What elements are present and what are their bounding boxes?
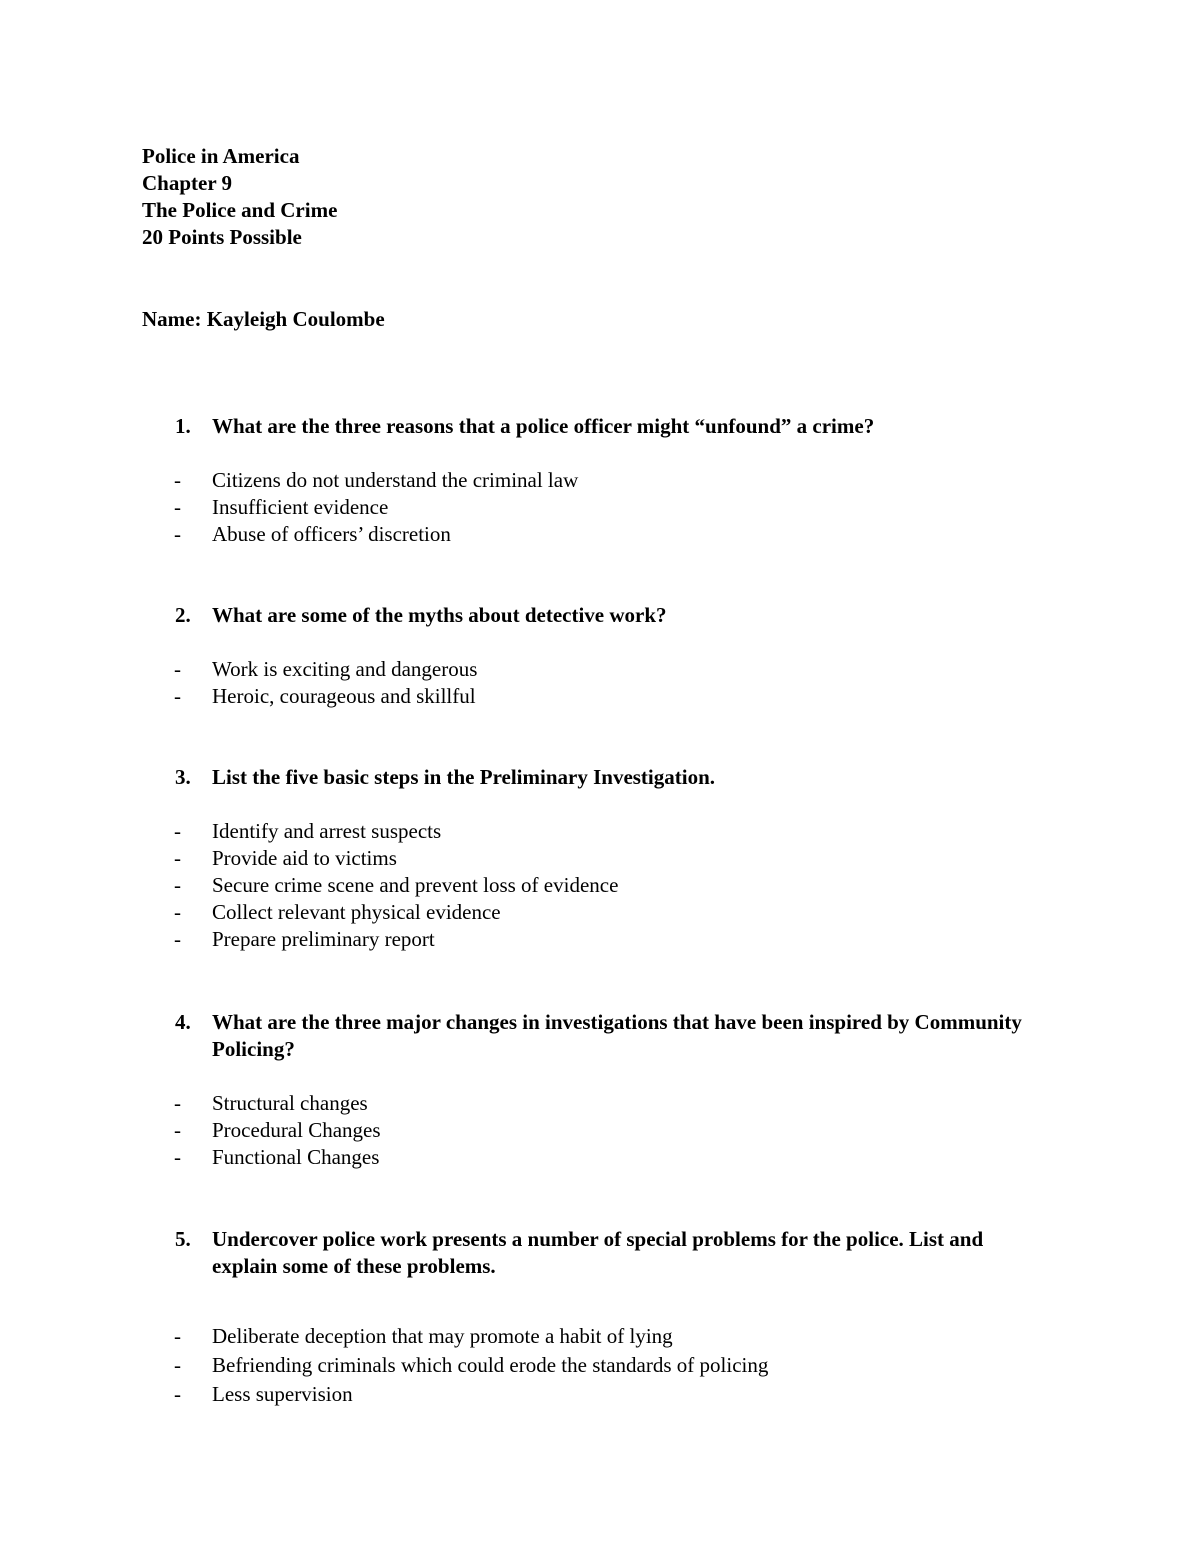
list-item	[142, 1380, 1042, 1409]
answer-text: Provide aid to victims	[212, 846, 397, 870]
chapter-label: Chapter 9	[142, 171, 233, 195]
list-item	[142, 467, 1042, 494]
question-text: What are some of the myths about detective work?	[212, 603, 667, 627]
answer-text: Collect relevant physical evidence	[212, 900, 501, 924]
answer-list	[142, 1322, 1042, 1409]
bullet-dash: -	[174, 1091, 181, 1115]
list-item	[142, 683, 1042, 710]
answer-text: Citizens do not understand the criminal law	[212, 468, 579, 492]
list-item	[142, 818, 1042, 845]
answer-text: Identify and arrest suspects	[212, 819, 442, 843]
bullet-dash: -	[174, 1324, 181, 1348]
question-number: 3.	[175, 765, 191, 789]
bullet-dash: -	[174, 1382, 181, 1406]
list-item	[142, 1351, 1042, 1380]
question-heading	[142, 602, 1042, 629]
bullet-dash: -	[174, 468, 181, 492]
document-header	[142, 143, 337, 251]
question-text: What are the three major changes in investigations that have been inspired by Community Policing?	[212, 1010, 1022, 1061]
student-name: Name: Kayleigh Coulombe	[142, 307, 385, 331]
answer-list	[142, 818, 1042, 953]
list-item	[142, 1090, 1042, 1117]
question-4	[142, 1009, 1042, 1171]
answer-text: Insufficient evidence	[212, 495, 389, 519]
answer-text: Secure crime scene and prevent loss of evidence	[212, 873, 619, 897]
question-heading	[142, 1009, 1042, 1063]
list-item	[142, 656, 1042, 683]
bullet-dash: -	[174, 657, 181, 681]
answer-text: Work is exciting and dangerous	[212, 657, 478, 681]
list-item	[142, 494, 1042, 521]
course-title: Police in America	[142, 144, 300, 168]
bullet-dash: -	[174, 819, 181, 843]
question-text: List the five basic steps in the Preliminary Investigation.	[212, 765, 716, 789]
question-number: 4.	[175, 1010, 191, 1034]
answer-list	[142, 467, 1042, 548]
bullet-dash: -	[174, 873, 181, 897]
chapter-title: The Police and Crime	[142, 198, 338, 222]
bullet-dash: -	[174, 1118, 181, 1142]
answer-text: Heroic, courageous and skillful	[212, 684, 476, 708]
list-item	[142, 1144, 1042, 1171]
question-5	[142, 1226, 1042, 1409]
answer-text: Less supervision	[212, 1382, 353, 1406]
bullet-dash: -	[174, 927, 181, 951]
question-heading	[142, 413, 1042, 440]
answer-text: Procedural Changes	[212, 1118, 381, 1142]
bullet-dash: -	[174, 900, 181, 924]
answer-list	[142, 1090, 1042, 1171]
answer-text: Befriending criminals which could erode the standards of policing	[212, 1353, 769, 1377]
answer-text: Deliberate deception that may promote a habit of lying	[212, 1324, 673, 1348]
list-item	[142, 1117, 1042, 1144]
question-text: Undercover police work presents a number of special problems for the police. List and explain some of these problems.	[212, 1227, 984, 1278]
question-number: 1.	[175, 414, 191, 438]
question-1	[142, 413, 1042, 548]
list-item	[142, 845, 1042, 872]
answer-list	[142, 656, 1042, 710]
answer-text: Abuse of officers’ discretion	[212, 522, 451, 546]
list-item	[142, 521, 1042, 548]
list-item	[142, 899, 1042, 926]
bullet-dash: -	[174, 846, 181, 870]
bullet-dash: -	[174, 1353, 181, 1377]
question-number: 5.	[175, 1227, 191, 1251]
answer-text: Functional Changes	[212, 1145, 380, 1169]
question-3	[142, 764, 1042, 953]
bullet-dash: -	[174, 495, 181, 519]
bullet-dash: -	[174, 1145, 181, 1169]
list-item	[142, 1322, 1042, 1351]
question-heading	[142, 1226, 1042, 1280]
question-number: 2.	[175, 603, 191, 627]
question-text: What are the three reasons that a police officer might “unfound” a crime?	[212, 414, 875, 438]
question-heading	[142, 764, 1042, 791]
question-2	[142, 602, 1042, 710]
answer-text: Structural changes	[212, 1091, 368, 1115]
bullet-dash: -	[174, 684, 181, 708]
list-item	[142, 926, 1042, 953]
points-possible: 20 Points Possible	[142, 225, 302, 249]
bullet-dash: -	[174, 522, 181, 546]
answer-text: Prepare preliminary report	[212, 927, 435, 951]
list-item	[142, 872, 1042, 899]
